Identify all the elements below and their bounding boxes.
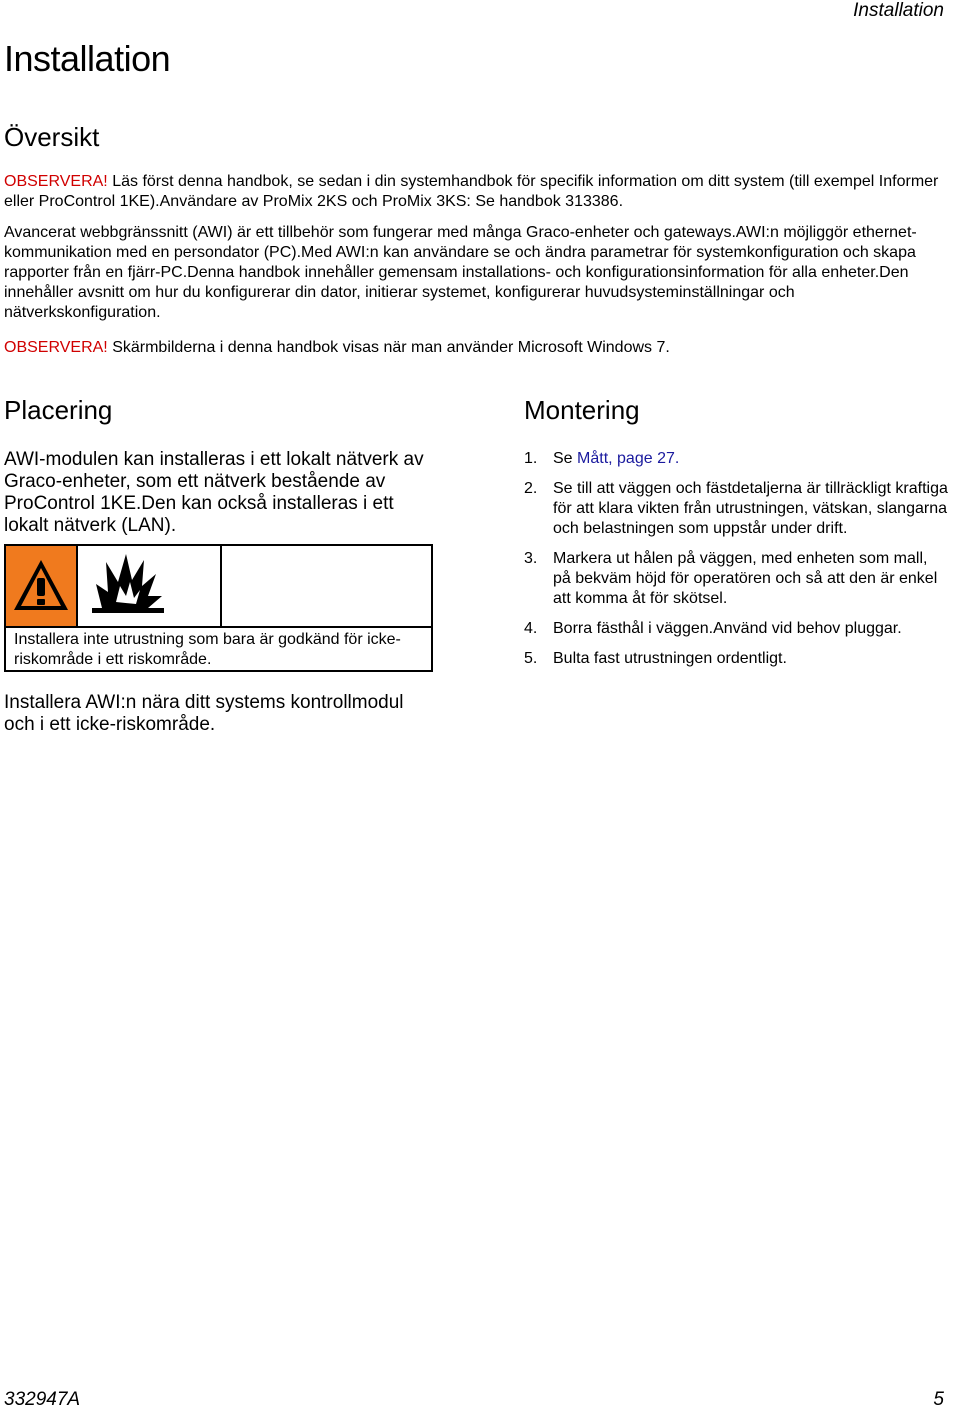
step-item [524,479,949,539]
step-item [524,549,949,609]
step-text: Borra fästhål i väggen.Använd vid behov pluggar. [553,620,902,637]
warning-icon-row [6,546,431,628]
notice-label: OBSERVERA! [4,173,108,190]
overview-paragraph: Avancerat webbgränssnitt (AWI) är ett tillbehör som fungerar med många Graco-enheter och gateways.AWI:n möjliggör ethernet-kommunikation med en persondator (PC).Med AWI:n kan användare se och ändra parametrar för systemkonfiguration och skapa rapporter från en fjärr-PC.Denna handbok innehåller gemensam installations- och konfigurationsinformation för alla enheter.Den innehåller avsnitt om hur du konfigurerar din dator, initierar systemet, konfigurerar huvudsysteminställningar och nätverkskonfiguration. [4,224,917,321]
placering-paragraph-1: AWI-modulen kan installeras i ett lokalt nätverk av Graco-enheter, som ett nätverk bestående av ProControl 1KE.Den kan också installeras i ett lokalt nätverk (LAN). [4,449,424,536]
step-item [524,619,949,639]
notice-paragraph-1 [4,172,950,212]
step-number: 1. [524,450,538,467]
step-number: 4. [524,620,538,637]
section-title-montering: Montering [524,395,640,425]
placering-paragraph-2: Installera AWI:n nära ditt systems kontrollmodul och i ett icke-riskområde. [4,692,404,735]
cross-reference-link[interactable]: Mått, page 27. [577,450,680,467]
step-item [524,449,949,469]
warning-exclamation-icon [6,546,78,626]
running-header: Installation [853,0,944,21]
step-number: 5. [524,650,538,667]
montering-steps [524,449,949,679]
warning-text: Installera inte utrustning som bara är godkänd för icke-riskområde i ett riskområde. [14,631,401,668]
notice-text-b: Användare av ProMix 2KS och ProMix 3KS: [159,193,471,210]
notice-text-a: Läs först denna handbok, se sedan i din systemhandbok för specifik information om ditt system (till exempel Informer eller ProControl 1KE). [4,173,939,210]
notice-text: Skärmbilderna i denna handbok visas när man använder Microsoft Windows 7. [107,339,670,356]
section-title-placering: Placering [4,395,113,425]
step-text: Bulta fast utrustningen ordentligt. [553,650,787,667]
notice-paragraph-2 [4,338,950,358]
step-item [524,649,949,669]
step-text: Se [553,450,578,467]
explosion-hazard-icon [78,546,222,626]
step-text: Markera ut hålen på väggen, med enheten som mall, på bekväm höjd för operatören och så att den är enkel att komma åt för skötsel. [553,550,938,607]
step-number: 3. [524,550,538,567]
notice-text-c: Se handbok 313386. [470,193,624,210]
page-number: 5 [933,1389,944,1410]
empty-icon-cell [222,546,431,626]
step-text: Se till att väggen och fästdetaljerna är tillräckligt kraftiga för att klara vikten från utrustningen, vätskan, slangarna och belastningen som uppstår under drift. [553,480,948,537]
page-title: Installation [4,38,171,79]
warning-box [4,544,433,672]
document-number: 332947A [4,1389,81,1410]
section-title-oversikt: Översikt [4,122,100,152]
notice-label: OBSERVERA! [4,339,108,356]
step-number: 2. [524,480,538,497]
